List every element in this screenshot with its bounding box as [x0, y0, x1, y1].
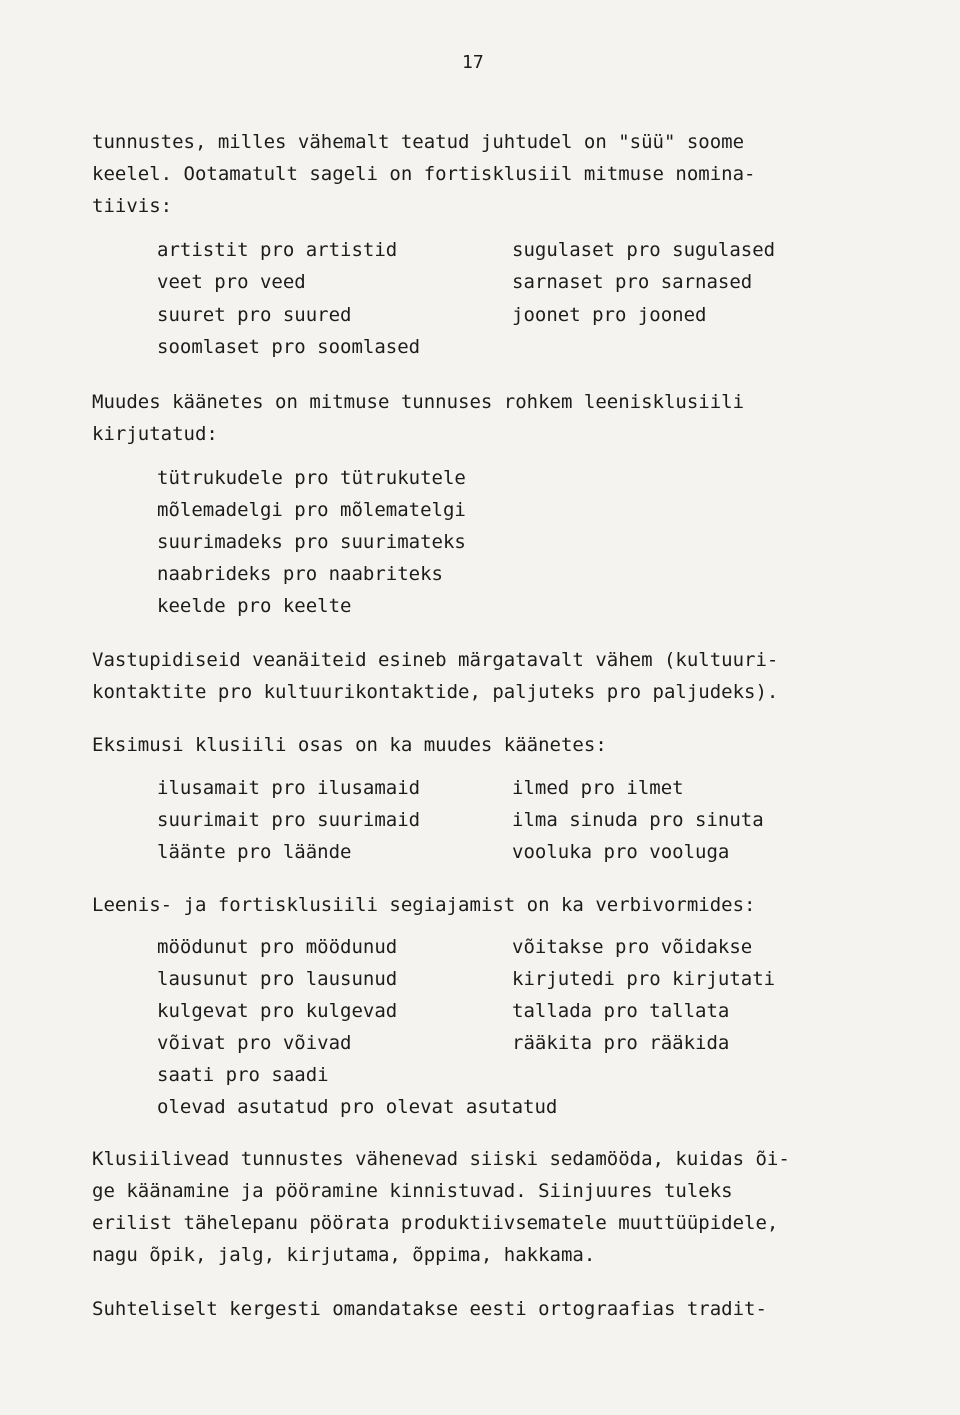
example-item: rääkita pro rääkida — [512, 1032, 730, 1054]
example-item: kirjutedi pro kirjutati — [512, 968, 776, 990]
example-item: suurimait pro suurimaid — [157, 809, 421, 831]
paragraph-line: tiivis: — [92, 195, 173, 217]
example-item: olevad asutatud pro olevat asutatud — [157, 1096, 558, 1118]
example-item: sugulaset pro sugulased — [512, 239, 776, 261]
example-item: soomlaset pro soomlased — [157, 336, 421, 358]
example-item: ilmed pro ilmet — [512, 777, 684, 799]
paragraph-line: tunnustes, milles vähemalt teatud juhtudel on "süü" soome — [92, 131, 745, 153]
example-item: artistit pro artistid — [157, 239, 398, 261]
paragraph-line: keelel. Ootamatult sageli on fortisklusiil mitmuse nomina- — [92, 163, 756, 185]
example-item: keelde pro keelte — [157, 595, 352, 617]
example-item: joonet pro jooned — [512, 304, 707, 326]
example-item: möödunut pro möödunud — [157, 936, 398, 958]
example-item: kulgevat pro kulgevad — [157, 1000, 398, 1022]
example-item: suuret pro suured — [157, 304, 352, 326]
paragraph-line: ge käänamine ja pööramine kinnistuvad. Siinjuures tuleks — [92, 1180, 733, 1202]
paragraph-line: Vastupidiseid veanäiteid esineb märgatavalt vähem (kultuuri- — [92, 649, 779, 671]
paragraph-line: kontaktite pro kultuurikontaktide, paljuteks pro paljudeks). — [92, 681, 779, 703]
example-item: mõlemadelgi pro mõlematelgi — [157, 499, 466, 521]
example-item: ilusamait pro ilusamaid — [157, 777, 421, 799]
example-item: sarnaset pro sarnased — [512, 271, 753, 293]
example-item: vooluka pro vooluga — [512, 841, 730, 863]
example-item: saati pro saadi — [157, 1064, 329, 1086]
paragraph-line: Leenis- ja fortisklusiili segiajamist on ka verbivormides: — [92, 894, 756, 916]
paragraph-line: Eksimusi klusiili osas on ka muudes käänetes: — [92, 734, 607, 756]
example-item: ilma sinuda pro sinuta — [512, 809, 764, 831]
example-item: läänte pro läände — [157, 841, 352, 863]
example-item: suurimadeks pro suurimateks — [157, 531, 466, 553]
example-item: lausunut pro lausunud — [157, 968, 398, 990]
example-item: naabrideks pro naabriteks — [157, 563, 443, 585]
example-item: tallada pro tallata — [512, 1000, 730, 1022]
example-item: veet pro veed — [157, 271, 306, 293]
paragraph-line: Muudes käänetes on mitmuse tunnuses rohkem leenisklusiili — [92, 391, 745, 413]
example-item: võivat pro võivad — [157, 1032, 352, 1054]
paragraph-line: Klusiilivead tunnustes vähenevad siiski sedamööda, kuidas õi- — [92, 1148, 790, 1170]
paragraph-line: erilist tähelepanu pöörata produktiivsematele muuttüüpidele, — [92, 1212, 779, 1234]
example-item: võitakse pro võidakse — [512, 936, 753, 958]
page-number: 17 — [462, 52, 484, 73]
paragraph-line: kirjutatud: — [92, 423, 218, 445]
example-item: tütrukudele pro tütrukutele — [157, 467, 466, 489]
paragraph-line: nagu õpik, jalg, kirjutama, õppima, hakkama. — [92, 1244, 596, 1266]
paragraph-line: Suhteliselt kergesti omandatakse eesti ortograafias tradit- — [92, 1298, 767, 1320]
